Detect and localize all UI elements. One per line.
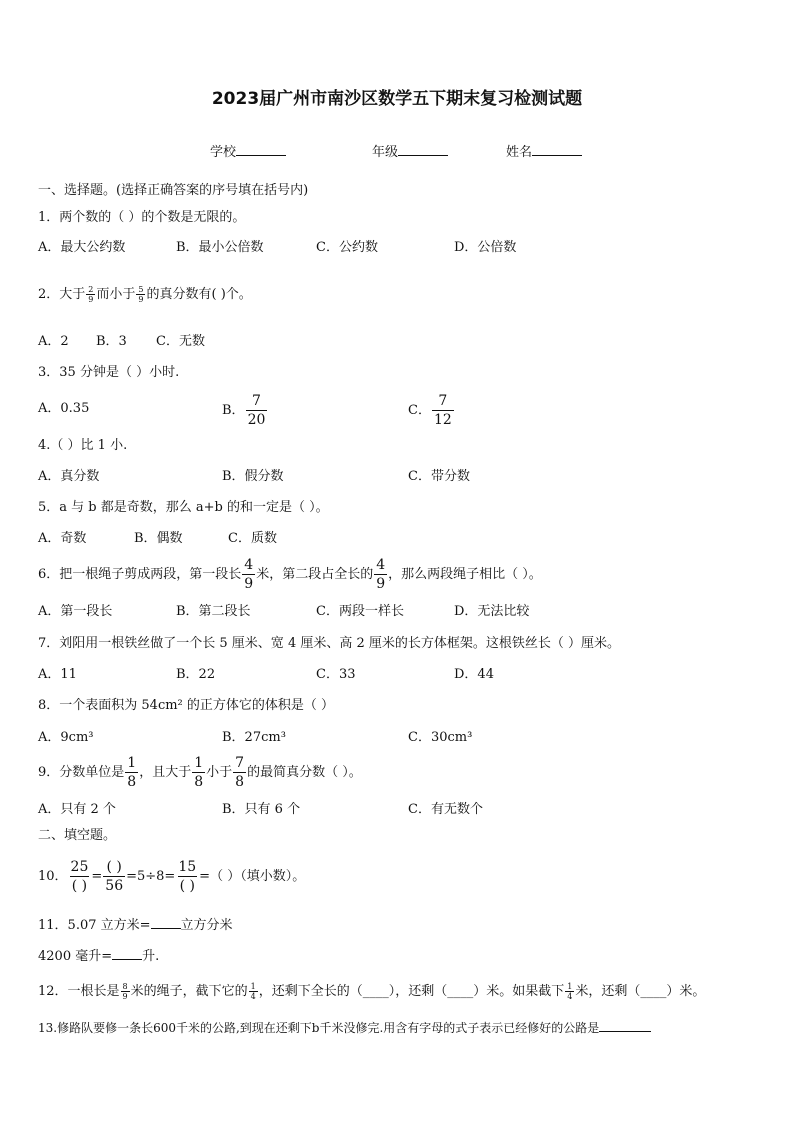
q11-blank-1[interactable]: [151, 916, 181, 929]
question-11-line-2: [38, 947, 159, 965]
name-label: 姓名: [506, 145, 533, 160]
q6-f1-num: 4: [244, 557, 254, 573]
q9-f1-den: 8: [127, 774, 137, 790]
q8-option-a[interactable]: A．9cm³: [38, 730, 94, 745]
q9-fraction-3: [233, 754, 246, 791]
q3-c-num: 7: [438, 393, 448, 409]
q10-f3-den[interactable]: ( ): [179, 878, 195, 894]
q1-option-b[interactable]: B．最小公倍数: [176, 240, 264, 255]
q7-option-b[interactable]: B．22: [176, 667, 216, 682]
q2-suffix: 的真分数有( )个。: [146, 287, 252, 302]
q10-equals: =: [91, 869, 103, 884]
q13-blank[interactable]: [599, 1019, 651, 1032]
q1-option-d[interactable]: D．公倍数: [454, 240, 517, 255]
name-field: [506, 143, 582, 161]
q3-option-c[interactable]: [408, 392, 455, 429]
q9-f3-den: 8: [235, 774, 245, 790]
q12-fraction-1: [121, 982, 130, 1001]
question-8: 8．一个表面积为 54cm² 的正方体它的体积是（ ）: [38, 698, 335, 713]
q5-option-c[interactable]: C．质数: [228, 531, 277, 546]
q11-line2-prefix: 4200 毫升=: [38, 949, 113, 964]
q4-option-c[interactable]: C．带分数: [408, 469, 470, 484]
q2-mid: 而小于: [96, 287, 136, 302]
q9-f2-num: 1: [194, 755, 204, 771]
question-1: 1．两个数的（ ）的个数是无限的。: [38, 210, 246, 225]
q10-fraction-1: [69, 858, 91, 895]
q12-fraction-3: [565, 982, 574, 1001]
q2-fraction-1: [86, 285, 95, 304]
question-3: 3．35 分钟是（ ）小时.: [38, 365, 180, 380]
q10-f1-num: 25: [70, 859, 89, 875]
q10-suffix: =（ ）（填小数）。: [199, 869, 306, 884]
q11-blank-2[interactable]: [112, 947, 142, 960]
q6-mid: 米，第二段占全长的: [256, 567, 374, 582]
q12-f1-den: 9: [122, 992, 128, 1001]
q12-fraction-2: [249, 982, 258, 1001]
q12-mid2: ，还剩下全长的（____），还剩（____）米。如果截下: [258, 984, 565, 999]
question-5: 5．a 与 b 都是奇数，那么 a+b 的和一定是（ ）。: [38, 500, 329, 515]
q5-option-b[interactable]: B．偶数: [134, 531, 183, 546]
q10-fraction-2: [103, 858, 125, 895]
q6-f2-num: 4: [376, 557, 386, 573]
name-blank[interactable]: [532, 143, 582, 156]
q3-b-den: 20: [247, 412, 266, 428]
q8-option-c[interactable]: C．30cm³: [408, 730, 473, 745]
q7-option-c[interactable]: C．33: [316, 667, 356, 682]
q12-f3-num: 1: [567, 982, 573, 991]
q6-f2-den: 9: [376, 576, 386, 592]
q6-option-a[interactable]: A．第一段长: [38, 604, 113, 619]
q9-fraction-2: [192, 754, 205, 791]
q11-line2-suffix: 升.: [142, 949, 160, 964]
q2-f2-num: 5: [138, 285, 144, 294]
q9-option-c[interactable]: C．有无数个: [408, 802, 483, 817]
q9-suffix: 的最简真分数（ ）。: [247, 765, 362, 780]
q12-f1-num: 8: [122, 982, 128, 991]
q6-prefix: 6．把一根绳子剪成两段，第一段长: [38, 567, 242, 582]
q2-option-b[interactable]: B．3: [96, 334, 127, 349]
q12-suffix: 米，还剩（____）米。: [575, 984, 706, 999]
q10-f1-den[interactable]: ( ): [71, 878, 88, 894]
grade-blank[interactable]: [398, 143, 448, 156]
q2-option-a[interactable]: A．2: [38, 334, 69, 349]
q9-f2-den: 8: [194, 774, 204, 790]
q4-option-a[interactable]: A．真分数: [38, 469, 100, 484]
q2-prefix: 2．大于: [38, 287, 86, 302]
q6-f1-den: 9: [244, 576, 254, 592]
q7-option-a[interactable]: A．11: [38, 667, 77, 682]
q10-fraction-3: [176, 858, 198, 895]
section-2-heading: 二、填空题。: [38, 828, 117, 843]
q6-option-b[interactable]: B．第二段长: [176, 604, 251, 619]
question-7: 7．刘阳用一根铁丝做了一个长 5 厘米、宽 4 厘米、高 2 厘米的长方体框架。这根铁丝长（ ）厘米。: [38, 636, 621, 651]
q9-f1-num: 1: [127, 755, 137, 771]
question-11-line-1: [38, 916, 233, 934]
q11-line1-suffix: 立方分米: [180, 918, 233, 933]
q1-option-a[interactable]: A．最大公约数: [38, 240, 126, 255]
q9-f3-num: 7: [235, 755, 245, 771]
q3-option-b-label: B．: [222, 403, 245, 418]
question-10: [38, 854, 305, 900]
q3-option-c-fraction: [432, 392, 454, 429]
section-1-heading: 一、选择题。(选择正确答案的序号填在括号内): [38, 183, 309, 198]
question-2: [38, 285, 252, 304]
q10-label: 10．: [38, 869, 68, 884]
school-field: [210, 143, 286, 161]
q9-mid2: 小于: [206, 765, 233, 780]
grade-field: [372, 143, 448, 161]
q10-f2-den: 56: [105, 878, 124, 894]
q3-option-b[interactable]: [222, 392, 268, 429]
q1-option-c[interactable]: C．公约数: [316, 240, 378, 255]
question-12: [38, 974, 705, 1010]
q6-option-c[interactable]: C．两段一样长: [316, 604, 404, 619]
q9-option-b[interactable]: B．只有 6 个: [222, 802, 301, 817]
q9-option-a[interactable]: A．只有 2 个: [38, 802, 116, 817]
q3-option-c-label: C．: [408, 403, 431, 418]
question-13: [38, 1019, 651, 1036]
q3-c-den: 12: [433, 412, 452, 428]
q2-f2-den: 9: [138, 295, 144, 304]
grade-label: 年级: [372, 145, 399, 160]
q12-f2-den: 4: [250, 992, 256, 1001]
q9-fraction-1: [125, 754, 138, 791]
q6-fraction-1: [242, 556, 255, 593]
question-6: [38, 556, 542, 593]
school-label: 学校: [210, 145, 237, 160]
q11-line1-prefix: 11．5.07 立方米=: [38, 918, 151, 933]
q8-option-b[interactable]: B．27cm³: [222, 730, 286, 745]
q2-option-c[interactable]: C．无数: [156, 334, 205, 349]
q3-option-b-fraction: [246, 392, 268, 429]
school-blank[interactable]: [236, 143, 286, 156]
q10-f3-num: 15: [178, 859, 197, 875]
q3-option-a[interactable]: A．0.35: [38, 401, 90, 416]
q7-option-d[interactable]: D．44: [454, 667, 494, 682]
q12-f2-num: 1: [250, 982, 256, 991]
q13-text: 13.修路队要修一条长600千米的公路,到现在还剩下b千米没修完.用含有字母的式子表示已经修好的公路是: [38, 1021, 600, 1035]
page-title: 2023届广州市南沙区数学五下期末复习检测试题: [211, 89, 583, 109]
q9-mid1: ，且大于: [139, 765, 192, 780]
q6-suffix: ，那么两段绳子相比（ ）。: [388, 567, 542, 582]
q4-option-b[interactable]: B．假分数: [222, 469, 284, 484]
q3-b-num: 7: [252, 393, 261, 409]
q10-mid: =5÷8=: [126, 869, 176, 884]
q12-prefix: 12．一根长是: [38, 984, 120, 999]
q12-mid1: 米的绳子，截下它的: [130, 984, 248, 999]
q10-f2-num[interactable]: ( ): [106, 859, 122, 875]
q6-option-d[interactable]: D．无法比较: [454, 604, 530, 619]
question-4: 4.（ ）比 1 小.: [38, 438, 128, 453]
q6-fraction-2: [374, 556, 387, 593]
q12-f3-den: 4: [567, 992, 573, 1001]
q9-prefix: 9．分数单位是: [38, 765, 125, 780]
q2-fraction-2: [136, 285, 145, 304]
q2-f1-num: 2: [88, 285, 94, 294]
question-9: [38, 754, 362, 791]
q5-option-a[interactable]: A．奇数: [38, 531, 87, 546]
q2-f1-den: 9: [88, 295, 94, 304]
